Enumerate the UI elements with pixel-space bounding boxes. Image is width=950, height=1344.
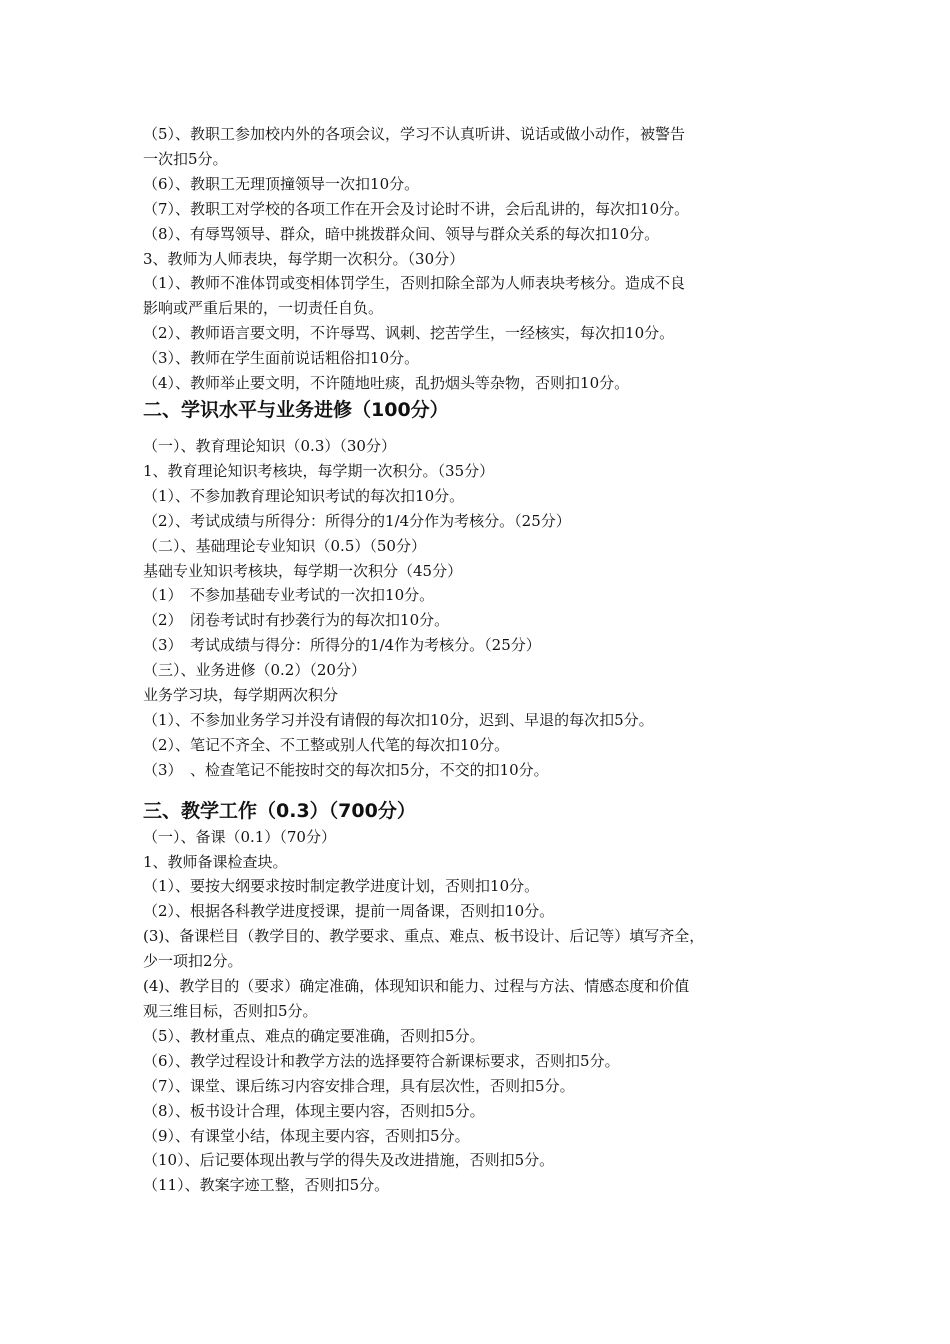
paragraph-line: （1）、要按大纲要求按时制定教学进度计划，否则扣10分。: [143, 877, 540, 896]
paragraph-line: 3、教师为人师表块，每学期一次积分。（30分）: [143, 249, 465, 268]
section-conduct-rules: [143, 122, 815, 396]
paragraph-line: （1） 不参加基础专业考试的一次扣10分。: [143, 586, 435, 605]
paragraph-line: （1）、教师不准体罚或变相体罚学生，否则扣除全部为人师表块考核分。造成不良: [143, 274, 686, 293]
paragraph-line: 1、教师备课检查块。: [143, 852, 288, 871]
paragraph-line: （2）、根据各科教学进度授课，提前一周备课，否则扣10分。: [143, 902, 555, 921]
paragraph-line: 业务学习块，每学期两次积分: [143, 686, 339, 705]
paragraph-line: （10）、后记要体现出教与学的得失及改进措施，否则扣5分。: [143, 1151, 555, 1170]
paragraph-line: 一次扣5分。: [143, 149, 228, 168]
paragraph-line: （8）、板书设计合理，体现主要内容，否则扣5分。: [143, 1101, 485, 1120]
paragraph-line: （4）、教师举止要文明，不许随地吐痰，乱扔烟头等杂物，否则扣10分。: [143, 374, 630, 393]
paragraph-line: （6）、教职工无理顶撞领导一次扣10分。: [143, 174, 420, 193]
paragraph-line: 观三维目标，否则扣5分。: [143, 1002, 318, 1020]
paragraph-line: 基础专业知识考核块，每学期一次积分（45分）: [143, 561, 463, 580]
paragraph-line: （8）、有辱骂领导、群众，暗中挑拨群众间、领导与群众关系的每次扣10分。: [143, 224, 660, 243]
paragraph-line: （3） 、检查笔记不能按时交的每次扣5分，不交的扣10分。: [143, 760, 549, 779]
heading-teaching-work: 三、教学工作（0.3）（700分）: [143, 799, 416, 822]
paragraph-line: 少一项扣2分。: [143, 952, 243, 971]
paragraph-line: （7）、课堂、课后练习内容安排合理，具有层次性，否则扣5分。: [143, 1076, 575, 1095]
paragraph-line: （6）、教学过程设计和教学方法的选择要符合新课标要求，否则扣5分。: [143, 1051, 620, 1070]
paragraph-line: （11）、教案字迹工整，否则扣5分。: [143, 1176, 390, 1195]
paragraph-line: (4)、教学目的（要求）确定准确，体现知识和能力、过程与方法、情感态度和价值: [143, 977, 690, 996]
paragraph-line: （2）、考试成绩与所得分：所得分的1/4分作为考核分。（25分）: [143, 511, 571, 530]
paragraph-line: （3）、教师在学生面前说话粗俗扣10分。: [143, 349, 420, 368]
paragraph-line: （7）、教职工对学校的各项工作在开会及讨论时不讲，会后乱讲的，每次扣10分。: [143, 199, 690, 218]
paragraph-line: （3） 考试成绩与得分：所得分的1/4作为考核分。（25分）: [143, 636, 541, 655]
paragraph-line: （1）、不参加教育理论知识考试的每次扣10分。: [143, 486, 465, 505]
paragraph-line: （1）、不参加业务学习并没有请假的每次扣10分，迟到、早退的每次扣5分。: [143, 710, 654, 729]
paragraph-line: （5）、教职工参加校内外的各项会议，学习不认真听讲、说话或做小动作，被警告: [143, 125, 686, 143]
paragraph-line: (3)、备课栏目（教学目的、教学要求、重点、难点、板书设计、后记等）填写齐全，: [143, 927, 705, 946]
paragraph-line: （2）、教师语言要文明，不许辱骂、讽刺、挖苦学生，一经核实，每次扣10分。: [143, 324, 675, 343]
heading-knowledge-and-training: 二、学识水平与业务进修（100分）: [143, 398, 449, 421]
paragraph-line: （一）、教育理论知识（0.3）（30分）: [143, 436, 396, 455]
section-knowledge-rules: [143, 434, 815, 783]
paragraph-line: （三）、业务进修（0.2）（20分）: [143, 661, 366, 680]
paragraph-line: 1、教育理论知识考核块，每学期一次积分。（35分）: [143, 461, 495, 480]
paragraph-line: （9）、有课堂小结，体现主要内容，否则扣5分。: [143, 1126, 470, 1145]
paragraph-line: （二）、基础理论专业知识（0.5）（50分）: [143, 536, 426, 555]
paragraph-line: （2） 闭卷考试时有抄袭行为的每次扣10分。: [143, 611, 450, 630]
paragraph-line: （2）、笔记不齐全、不工整或别人代笔的每次扣10分。: [143, 735, 510, 754]
paragraph-line: （5）、教材重点、难点的确定要准确，否则扣5分。: [143, 1026, 485, 1045]
paragraph-line: （一）、备课（0.1）（70分）: [143, 827, 336, 846]
document-page: [143, 122, 815, 1198]
section-teaching-rules: [143, 825, 815, 1199]
paragraph-line: 影响或严重后果的，一切责任自负。: [143, 299, 384, 318]
